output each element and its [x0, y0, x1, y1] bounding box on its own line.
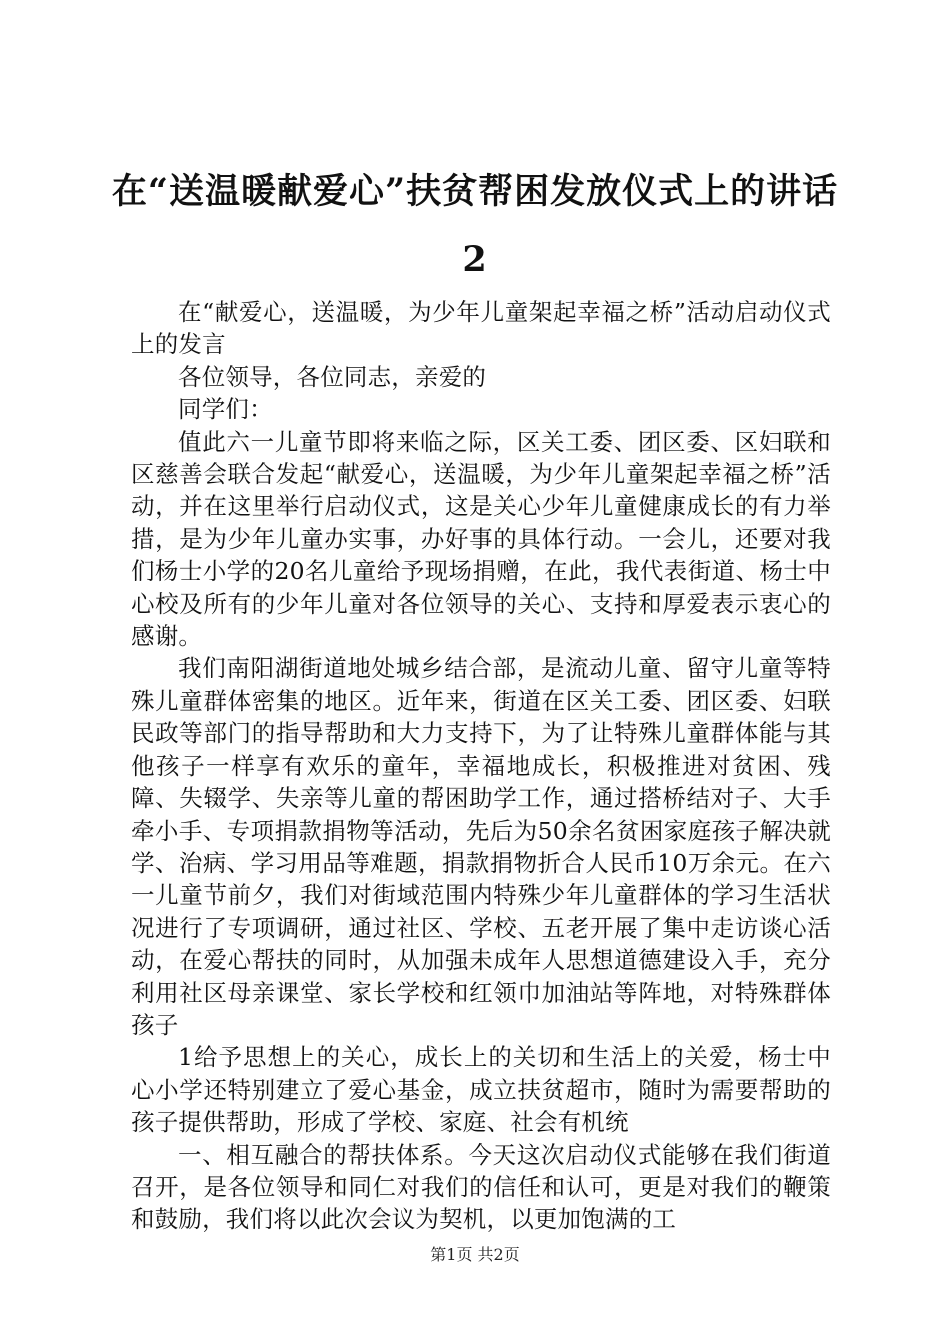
paragraph-greeting: 各位领导，各位同志，亲爱的 [178, 362, 487, 391]
paragraph-background: 我们南阳湖街道地处城乡结合部，是流动儿童、留守儿童等特殊儿童群体密集的地区。近年来，街道在区关工委、团区委、妇联民政等部门的指导帮助和大力支持下，为了让特殊儿童群体能与其他孩子一样享有欢乐的童年，幸福地成长，积极推进对贫困、残障、失辍学、失亲等儿童的帮困助学工作，通过搭桥结对子、大手牵小手、专项捐款捐物等活动，先后为50余名贫困家庭孩子解决就学、治病、学习用品等难题，捐款捐物折合人民币10万余元。在六一儿童节前夕，我们对街域范围内特殊少年儿童群体的学习生活状况进行了专项调研，通过社区、学校、五老开展了集中走访谈心活动，在爱心帮扶的同时，从加强未成年人思想道德建设入手，充分利用社区母亲课堂、家长学校和红领巾加油站等阵地，对特殊群体孩子 [131, 654, 831, 1039]
paragraph-intro: 在“献爱心，送温暖，为少年儿童架起幸福之桥”活动启动仪式上的发言 [131, 298, 831, 359]
page-number-footer: 第1页 共2页 [430, 1245, 520, 1264]
paragraph-support: 1给予思想上的关心，成长上的关切和生活上的关爱，杨士中心小学还特别建立了爱心基金，成立扶贫超市，随时为需要帮助的孩子提供帮助，形成了学校、家庭、社会有机统 [131, 1043, 831, 1137]
paragraph-opening: 值此六一儿童节即将来临之际，区关工委、团区委、区妇联和区慈善会联合发起“献爱心，送温暖，为少年儿童架起幸福之桥”活动，并在这里举行启动仪式，这是关心少年儿童健康成长的有力举措，是为少年儿童办实事，办好事的具体行动。一会儿，还要对我们杨士小学的20名儿童给予现场捐赠，在此，我代表街道、杨士中心校及所有的少年儿童对各位领导的关心、支持和厚爱表示衷心的感谢。 [131, 427, 831, 651]
document-body [131, 296, 831, 1236]
paragraph-system: 一、相互融合的帮扶体系。今天这次启动仪式能够在我们街道召开，是各位领导和同仁对我们的信任和认可，更是对我们的鞭策和鼓励，我们将以此次会议为契机，以更加饱满的工 [131, 1140, 831, 1234]
paragraph-greeting-cont: 同学们： [178, 395, 273, 424]
document-title: 在“送温暖献爱心”扶贫帮困发放仪式上的讲话2 [111, 171, 839, 280]
